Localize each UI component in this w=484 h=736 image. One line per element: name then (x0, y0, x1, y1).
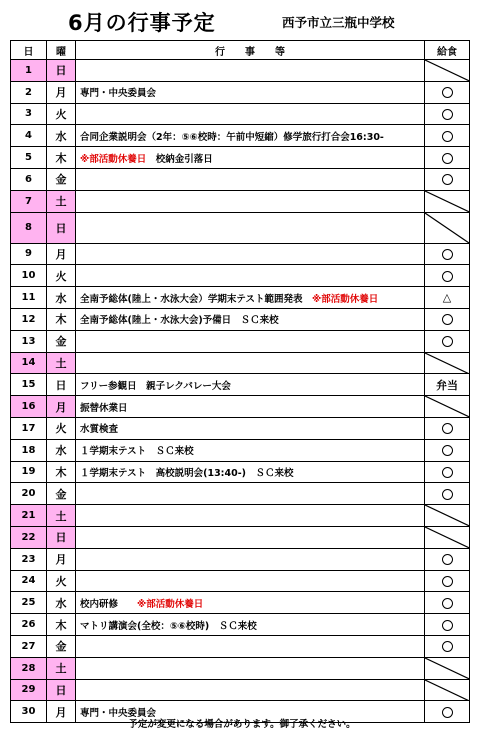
event-text: 校内研修 (80, 598, 138, 610)
weekday: 金 (47, 168, 76, 190)
lunch-circle-icon (442, 271, 453, 282)
day-number: 6 (11, 168, 47, 190)
lunch-cell (425, 439, 470, 461)
schedule-table (10, 40, 470, 723)
weekday: 火 (47, 103, 76, 125)
lunch-cell (425, 265, 470, 287)
weekday: 木 (47, 461, 76, 483)
table-row (11, 125, 470, 147)
table-row (11, 330, 470, 352)
event-cell (76, 635, 425, 657)
lunch-circle-icon (442, 554, 453, 565)
table-row (11, 168, 470, 190)
table-row (11, 396, 470, 418)
table-row (11, 308, 470, 330)
table-row (11, 657, 470, 679)
event-cell (76, 614, 425, 636)
weekday: 日 (47, 212, 76, 243)
event-text: 校納金引落日 (146, 153, 213, 165)
lunch-cell (425, 243, 470, 265)
no-lunch-cell (425, 396, 470, 418)
weekday: 木 (47, 147, 76, 169)
table-row (11, 526, 470, 548)
table-row (11, 570, 470, 592)
header-events: 行 事 等 (76, 41, 425, 60)
day-number: 9 (11, 243, 47, 265)
table-row (11, 439, 470, 461)
lunch-cell (425, 614, 470, 636)
event-cell (76, 212, 425, 243)
lunch-circle-icon (442, 445, 453, 456)
day-number: 8 (11, 212, 47, 243)
lunch-circle-icon (442, 489, 453, 500)
club-rest-notice: ※部活動休養日 (80, 153, 147, 165)
lunch-cell (425, 168, 470, 190)
header-day: 日 (11, 41, 47, 60)
weekday: 日 (47, 679, 76, 701)
day-number: 4 (11, 125, 47, 147)
lunch-cell (425, 592, 470, 614)
day-number: 13 (11, 330, 47, 352)
day-number: 16 (11, 396, 47, 418)
weekday: 水 (47, 287, 76, 309)
no-lunch-slash-icon (425, 680, 469, 701)
event-text: 専門・中央委員会 (80, 88, 157, 100)
event-cell (76, 592, 425, 614)
weekday: 金 (47, 635, 76, 657)
weekday: 月 (47, 243, 76, 265)
lunch-circle-icon (442, 467, 453, 478)
table-row (11, 592, 470, 614)
event-cell (76, 374, 425, 396)
day-number: 14 (11, 352, 47, 374)
lunch-cell (425, 125, 470, 147)
weekday: 土 (47, 352, 76, 374)
day-number: 10 (11, 265, 47, 287)
event-cell (76, 190, 425, 212)
event-cell (76, 483, 425, 505)
weekday: 日 (47, 374, 76, 396)
weekday: 土 (47, 657, 76, 679)
club-rest-notice: ※部活動休養日 (311, 293, 379, 305)
weekday: 土 (47, 505, 76, 527)
event-text: 振替休業日 (80, 402, 128, 414)
no-lunch-slash-icon (425, 191, 469, 212)
weekday: 日 (47, 60, 76, 82)
no-lunch-slash-icon (425, 527, 469, 548)
lunch-cell (425, 417, 470, 439)
day-number: 25 (11, 592, 47, 614)
footer-note: 予定が変更になる場合があります。御了承ください。 (128, 719, 356, 730)
weekday: 月 (47, 396, 76, 418)
lunch-cell: 弁当 (425, 374, 470, 396)
day-number: 19 (11, 461, 47, 483)
event-cell (76, 103, 425, 125)
club-rest-notice: ※部活動休養日 (137, 598, 204, 610)
weekday: 水 (47, 439, 76, 461)
header-weekday: 曜 (47, 41, 76, 60)
table-row (11, 635, 470, 657)
day-number: 29 (11, 679, 47, 701)
table-row (11, 103, 470, 125)
weekday: 水 (47, 592, 76, 614)
no-lunch-cell (425, 352, 470, 374)
lunch-cell (425, 308, 470, 330)
table-row (11, 212, 470, 243)
table-row (11, 287, 470, 309)
lunch-cell (425, 483, 470, 505)
event-text: 水質検査 (80, 424, 119, 436)
weekday: 日 (47, 526, 76, 548)
event-cell (76, 60, 425, 82)
event-text: 専門・中央委員会 (80, 707, 157, 719)
day-number: 5 (11, 147, 47, 169)
lunch-circle-icon (442, 620, 453, 631)
event-cell (76, 505, 425, 527)
weekday: 月 (47, 701, 76, 723)
no-lunch-slash-icon (425, 213, 469, 243)
lunch-circle-icon (442, 153, 453, 164)
weekday: 火 (47, 570, 76, 592)
weekday: 月 (47, 548, 76, 570)
table-row (11, 417, 470, 439)
event-cell (76, 657, 425, 679)
event-cell (76, 330, 425, 352)
table-row (11, 190, 470, 212)
event-text: 全南予総体(陸上・水泳大会）学期末テスト範囲発表 (80, 293, 312, 305)
lunch-circle-icon (442, 641, 453, 652)
day-number: 28 (11, 657, 47, 679)
lunch-circle-icon (442, 109, 453, 120)
day-number: 26 (11, 614, 47, 636)
lunch-cell (425, 570, 470, 592)
event-cell (76, 396, 425, 418)
lunch-cell (425, 635, 470, 657)
lunch-circle-icon (442, 576, 453, 587)
day-number: 22 (11, 526, 47, 548)
event-cell (76, 461, 425, 483)
day-number: 11 (11, 287, 47, 309)
day-number: 7 (11, 190, 47, 212)
weekday: 火 (47, 265, 76, 287)
lunch-cell (425, 103, 470, 125)
no-lunch-slash-icon (425, 353, 469, 374)
table-row (11, 81, 470, 103)
no-lunch-cell (425, 505, 470, 527)
page-title: 6月の行事予定 (68, 11, 216, 35)
no-lunch-cell (425, 526, 470, 548)
day-number: 20 (11, 483, 47, 505)
event-cell (76, 548, 425, 570)
event-cell (76, 417, 425, 439)
table-row (11, 548, 470, 570)
lunch-cell (425, 147, 470, 169)
event-cell (76, 679, 425, 701)
header-lunch: 給食 (425, 41, 470, 60)
event-cell (76, 570, 425, 592)
table-row (11, 243, 470, 265)
school-name: 西予市立三瓶中学校 (282, 15, 395, 30)
no-lunch-cell (425, 657, 470, 679)
lunch-circle-icon (442, 174, 453, 185)
no-lunch-slash-icon (425, 396, 469, 417)
day-number: 27 (11, 635, 47, 657)
table-row (11, 60, 470, 82)
no-lunch-slash-icon (425, 505, 469, 526)
event-cell (76, 125, 425, 147)
event-text: 合同企業説明会（2年：⑤⑥校時：午前中短縮）修学旅行打合会16:30- (80, 131, 384, 143)
event-cell (76, 308, 425, 330)
weekday: 木 (47, 308, 76, 330)
event-text: １学期末テスト ＳＣ来校 (80, 446, 194, 458)
event-cell (76, 526, 425, 548)
no-lunch-cell (425, 212, 470, 243)
day-number: 12 (11, 308, 47, 330)
day-number: 30 (11, 701, 47, 723)
event-cell (76, 287, 425, 309)
event-text: １学期末テスト 高校説明会(13:40-) ＳＣ来校 (80, 467, 294, 479)
lunch-circle-icon (442, 131, 453, 142)
event-cell (76, 81, 425, 103)
weekday: 金 (47, 483, 76, 505)
weekday: 火 (47, 417, 76, 439)
day-number: 1 (11, 60, 47, 82)
table-row (11, 461, 470, 483)
lunch-circle-icon (442, 87, 453, 98)
no-lunch-cell (425, 190, 470, 212)
no-lunch-slash-icon (425, 658, 469, 679)
event-cell (76, 439, 425, 461)
lunch-circle-icon (442, 423, 453, 434)
day-number: 23 (11, 548, 47, 570)
event-text: フリー参観日 親子レクバレー大会 (80, 380, 231, 392)
lunch-cell (425, 81, 470, 103)
event-cell (76, 265, 425, 287)
weekday: 土 (47, 190, 76, 212)
day-number: 24 (11, 570, 47, 592)
no-lunch-slash-icon (425, 60, 469, 81)
weekday: 金 (47, 330, 76, 352)
event-cell (76, 352, 425, 374)
event-cell (76, 147, 425, 169)
lunch-cell (425, 548, 470, 570)
lunch-circle-icon (442, 598, 453, 609)
day-number: 3 (11, 103, 47, 125)
event-text: 全南予総体(陸上・水泳大会)予備日 ＳＣ来校 (80, 315, 279, 327)
table-row (11, 505, 470, 527)
lunch-circle-icon (442, 314, 453, 325)
no-lunch-cell (425, 60, 470, 82)
lunch-cell (425, 330, 470, 352)
table-row (11, 352, 470, 374)
event-text: マトリ講演会(全校：⑤⑥校時) ＳＣ来校 (80, 620, 257, 632)
lunch-circle-icon (442, 336, 453, 347)
table-row (11, 679, 470, 701)
no-lunch-cell (425, 679, 470, 701)
lunch-cell (425, 461, 470, 483)
table-row (11, 614, 470, 636)
table-row (11, 483, 470, 505)
day-number: 2 (11, 81, 47, 103)
table-row (11, 374, 470, 396)
event-cell (76, 168, 425, 190)
table-header (11, 41, 470, 60)
event-cell (76, 243, 425, 265)
day-number: 21 (11, 505, 47, 527)
day-number: 18 (11, 439, 47, 461)
weekday: 水 (47, 125, 76, 147)
day-number: 15 (11, 374, 47, 396)
weekday: 木 (47, 614, 76, 636)
weekday: 月 (47, 81, 76, 103)
lunch-cell: △ (425, 287, 470, 309)
schedule-body (11, 60, 470, 723)
table-row (11, 147, 470, 169)
day-number: 17 (11, 417, 47, 439)
lunch-circle-icon (442, 249, 453, 260)
table-row (11, 265, 470, 287)
